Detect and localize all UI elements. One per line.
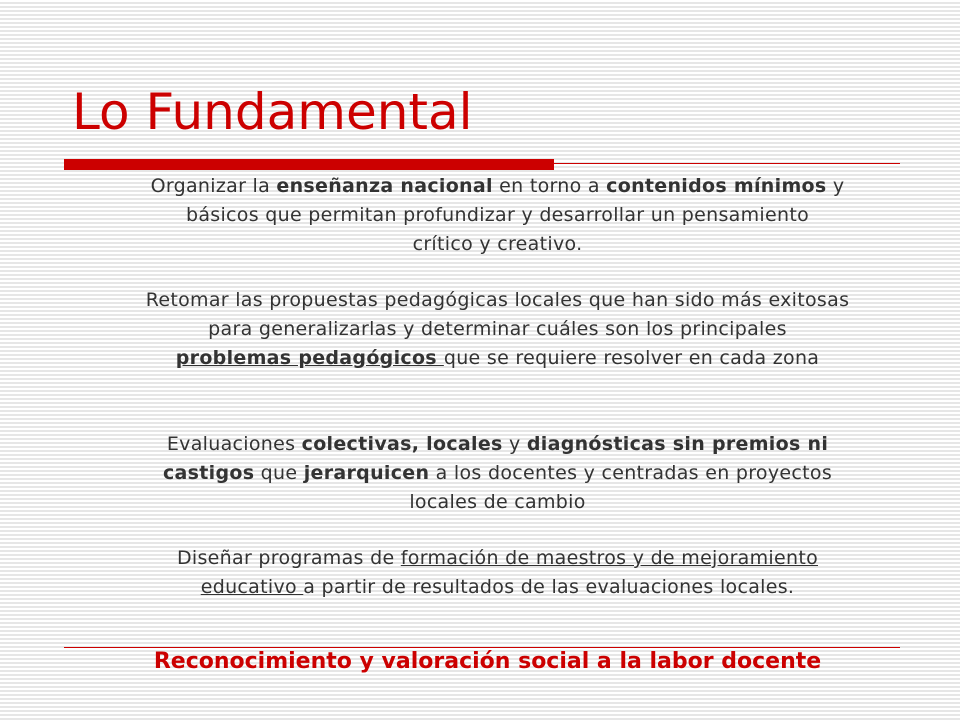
text-segment: Organizar la	[150, 175, 277, 197]
paragraph-line	[60, 201, 935, 230]
paragraph-line	[60, 172, 935, 201]
paragraph-line	[60, 286, 935, 315]
title-divider-line	[554, 163, 900, 164]
text-segment: crítico y creativo.	[412, 233, 583, 255]
text-segment: castigos	[162, 462, 255, 484]
text-segment: jerarquicen	[303, 462, 430, 484]
text-segment: que	[254, 462, 304, 484]
text-segment: Retomar las propuestas pedagógicas locales que han sido más exitosas	[145, 289, 850, 311]
paragraph-formacion-maestros	[60, 544, 935, 602]
text-segment: para generalizarlas y determinar cuáles son los principales	[208, 318, 787, 340]
text-segment: formación de maestros y de mejoramiento	[400, 547, 819, 569]
title-accent-bar	[64, 159, 554, 170]
footer-statement: Reconocimiento y valoración social a la labor docente	[153, 649, 822, 674]
text-segment: y	[502, 433, 527, 455]
slide-title: Lo Fundamental	[72, 83, 473, 141]
text-segment: enseñanza nacional	[276, 175, 493, 197]
paragraph-line	[60, 430, 935, 459]
text-segment: a los docentes y centradas en proyectos	[429, 462, 833, 484]
text-segment: colectivas, locales	[301, 433, 503, 455]
paragraph-line	[60, 573, 935, 602]
text-segment: en torno a	[492, 175, 607, 197]
text-segment: contenidos mínimos	[606, 175, 827, 197]
text-segment: que se requiere resolver en cada zona	[443, 347, 820, 369]
text-segment: locales de cambio	[409, 491, 586, 513]
paragraph-line	[60, 459, 935, 488]
paragraph-line	[60, 230, 935, 259]
paragraph-line	[60, 344, 935, 373]
paragraph-line	[60, 544, 935, 573]
text-segment: y	[826, 175, 845, 197]
paragraph-contenidos-minimos	[60, 172, 935, 259]
text-segment: diagnósticas sin premios ni	[526, 433, 829, 455]
paragraph-line	[60, 488, 935, 517]
text-segment: Diseñar programas de	[176, 547, 401, 569]
paragraph-evaluaciones	[60, 430, 935, 517]
text-segment: educativo	[200, 576, 304, 598]
text-segment: Evaluaciones	[166, 433, 302, 455]
text-segment: problemas pedagógicos	[175, 347, 444, 369]
text-segment: a partir de resultados de las evaluaciones locales.	[303, 576, 795, 598]
text-segment: básicos que permitan profundizar y desarrollar un pensamiento	[185, 204, 810, 226]
paragraph-propuestas-pedagogicas	[60, 286, 935, 373]
paragraph-line	[60, 315, 935, 344]
